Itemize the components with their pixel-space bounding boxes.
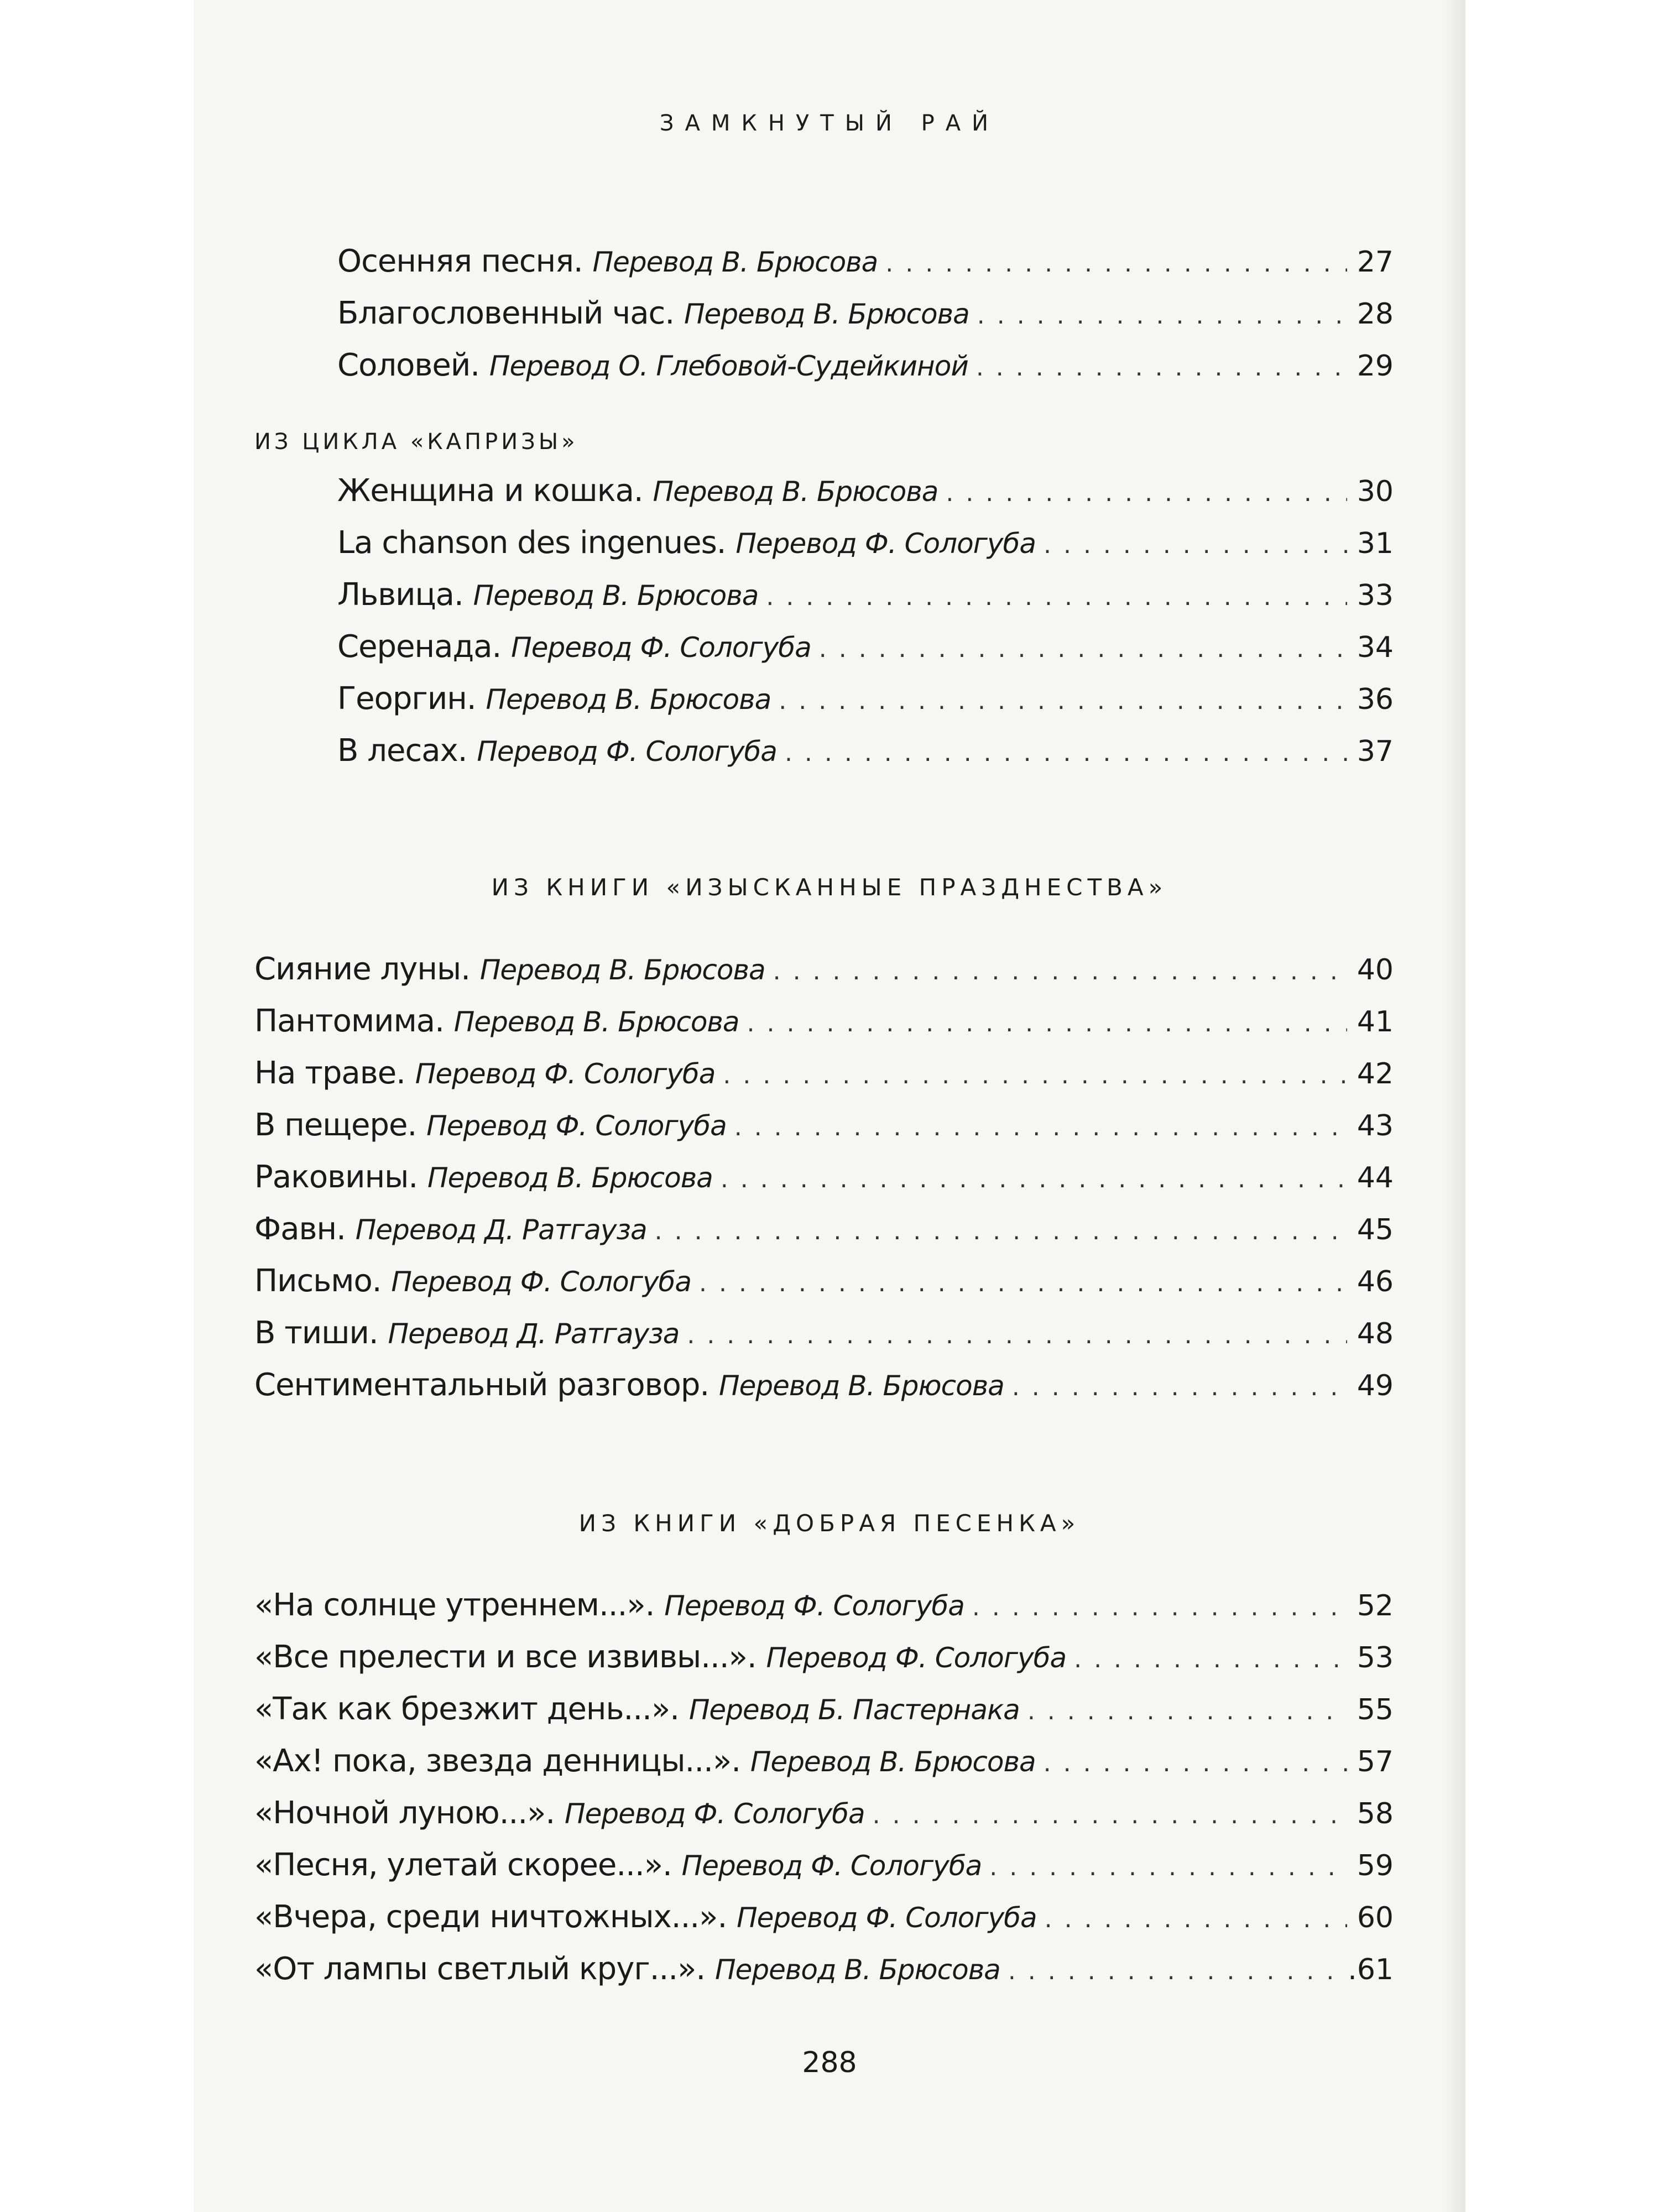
dot-leader bbox=[723, 1061, 1347, 1089]
toc-entry-translator: Перевод В. Брюсова bbox=[427, 1162, 713, 1194]
toc-entry-page: .61 bbox=[1348, 1953, 1394, 1986]
dot-leader bbox=[976, 353, 1347, 382]
toc-entry-title: В пещере. bbox=[254, 1107, 417, 1143]
toc-entry-page: 30 bbox=[1357, 475, 1394, 508]
toc-entry-translator: Перевод Ф. Сологуба bbox=[681, 1850, 982, 1882]
toc-entry-page: 27 bbox=[1357, 246, 1394, 279]
toc-entry bbox=[254, 1107, 1394, 1159]
dot-leader bbox=[785, 739, 1347, 767]
toc-entry-title: Сентиментальный разговор. bbox=[254, 1367, 709, 1403]
dot-leader bbox=[977, 301, 1347, 330]
toc-entry bbox=[254, 1055, 1394, 1107]
toc-entry-translator: Перевод В. Брюсова bbox=[719, 1370, 1004, 1402]
toc-entry bbox=[337, 733, 1394, 785]
toc-entry-title: В лесах. bbox=[337, 733, 467, 769]
toc-entry bbox=[337, 577, 1394, 629]
dot-leader bbox=[873, 1801, 1347, 1829]
dot-leader bbox=[721, 1165, 1347, 1193]
toc-entry-title: Сияние луны. bbox=[254, 951, 471, 987]
toc-entry-page: 58 bbox=[1357, 1797, 1394, 1830]
toc-entry-translator: Перевод Ф. Сологуба bbox=[391, 1266, 692, 1298]
toc-entry-title: Раковины. bbox=[254, 1159, 418, 1195]
toc-entry-title: Георгин. bbox=[337, 681, 476, 717]
toc-entry bbox=[337, 681, 1394, 733]
toc-entry-translator: Перевод Б. Пастернака bbox=[688, 1694, 1020, 1726]
toc-entry bbox=[337, 347, 1394, 399]
toc-entry-translator: Перевод В. Брюсова bbox=[479, 954, 765, 986]
toc-entry-title: Соловей. bbox=[337, 347, 480, 383]
toc-entry-translator: Перевод В. Брюсова bbox=[453, 1006, 739, 1038]
dot-leader bbox=[687, 1321, 1347, 1349]
toc-section-fetes-galantes bbox=[254, 951, 1394, 1419]
toc-entry-title: На траве. bbox=[254, 1055, 405, 1091]
toc-entry bbox=[254, 1263, 1394, 1315]
dot-leader bbox=[773, 957, 1347, 985]
toc-entry bbox=[337, 295, 1394, 347]
toc-entry-page: 60 bbox=[1357, 1901, 1394, 1934]
toc-entry bbox=[254, 1639, 1394, 1691]
toc-entry-title: В тиши. bbox=[254, 1315, 378, 1351]
dot-leader bbox=[766, 583, 1347, 611]
dot-leader bbox=[779, 687, 1347, 715]
toc-entry-translator: Перевод Ф. Сологуба bbox=[426, 1110, 727, 1142]
toc-entry-translator: Перевод Ф. Сологуба bbox=[565, 1798, 865, 1830]
toc-entry bbox=[254, 1795, 1394, 1847]
toc-entry-title: «На солнце утреннем...». bbox=[254, 1587, 655, 1623]
dot-leader bbox=[885, 249, 1347, 278]
toc-section-bonne-chanson bbox=[254, 1587, 1394, 2003]
toc-entry-title: Женщина и кошка. bbox=[337, 473, 643, 509]
toc-entry-translator: Перевод В. Брюсова bbox=[473, 580, 759, 612]
toc-entry bbox=[254, 1847, 1394, 1899]
toc-entry-translator: Перевод Д. Ратгауза bbox=[355, 1214, 647, 1246]
dot-leader bbox=[972, 1593, 1347, 1621]
toc-entry-page: 46 bbox=[1357, 1265, 1394, 1298]
toc-entry-page: 31 bbox=[1357, 527, 1394, 560]
toc-entry-translator: Перевод В. Брюсова bbox=[715, 1954, 1000, 1986]
toc-entry-title: Письмо. bbox=[254, 1263, 382, 1299]
dot-leader bbox=[747, 1009, 1347, 1037]
section-heading-caprices: ИЗ ЦИКЛА «КАПРИЗЫ» bbox=[254, 429, 578, 455]
toc-entry-title: Благословенный час. bbox=[337, 295, 675, 331]
toc-entry bbox=[254, 1691, 1394, 1743]
toc-entry-title: Пантомима. bbox=[254, 1003, 444, 1039]
toc-entry-translator: Перевод В. Брюсова bbox=[486, 684, 771, 716]
section-heading-fetes-galantes: ИЗ КНИГИ «ИЗЫСКАННЫЕ ПРАЗДНЕСТВА» bbox=[491, 874, 1168, 901]
dot-leader bbox=[819, 635, 1347, 663]
toc-entry-page: 52 bbox=[1357, 1589, 1394, 1623]
dot-leader bbox=[1027, 1697, 1347, 1725]
toc-entry-page: 49 bbox=[1357, 1369, 1394, 1402]
toc-entry bbox=[254, 1587, 1394, 1639]
toc-entry-translator: Перевод Ф. Сологуба bbox=[664, 1590, 964, 1622]
toc-entry-title: Львица. bbox=[337, 577, 463, 613]
toc-entry-page: 40 bbox=[1357, 953, 1394, 987]
toc-entry-title: «Песня, улетай скорее...». bbox=[254, 1847, 672, 1883]
toc-entry-page: 57 bbox=[1357, 1745, 1394, 1778]
running-head: ЗАМКНУТЫЙ РАЙ bbox=[659, 111, 1000, 136]
toc-entry-page: 34 bbox=[1357, 631, 1394, 664]
dot-leader bbox=[1045, 1905, 1347, 1933]
toc-entry-title: «Вчера, среди ничтожных...». bbox=[254, 1899, 727, 1935]
section-heading-bonne-chanson: ИЗ КНИГИ «ДОБРАЯ ПЕСЕНКА» bbox=[578, 1510, 1081, 1537]
toc-entry bbox=[337, 243, 1394, 295]
toc-entry-page: 43 bbox=[1357, 1109, 1394, 1142]
toc-entry-translator: Перевод Ф. Сологуба bbox=[511, 632, 811, 664]
toc-entry-page: 42 bbox=[1357, 1057, 1394, 1091]
toc-entry bbox=[254, 1003, 1394, 1055]
toc-entry-translator: Перевод В. Брюсова bbox=[750, 1746, 1036, 1778]
dot-leader bbox=[699, 1269, 1347, 1297]
dot-leader bbox=[1008, 1957, 1340, 1985]
toc-entry-page: 55 bbox=[1357, 1693, 1394, 1726]
toc-entry-page: 53 bbox=[1357, 1641, 1394, 1674]
dot-leader bbox=[1074, 1645, 1347, 1673]
toc-entry bbox=[254, 1743, 1394, 1795]
toc-entry-page: 33 bbox=[1357, 579, 1394, 612]
toc-entry-translator: Перевод Д. Ратгауза bbox=[388, 1318, 680, 1350]
toc-entry bbox=[254, 1367, 1394, 1419]
toc-section-closed-paradise bbox=[337, 243, 1394, 399]
toc-entry bbox=[254, 1315, 1394, 1367]
toc-entry bbox=[254, 1951, 1394, 2003]
dot-leader bbox=[1044, 531, 1347, 559]
dot-leader bbox=[989, 1853, 1347, 1881]
toc-entry-title: Фавн. bbox=[254, 1211, 346, 1247]
toc-entry-page: 41 bbox=[1357, 1005, 1394, 1039]
toc-entry-translator: Перевод В. Брюсова bbox=[684, 298, 969, 330]
toc-entry-translator: Перевод Ф. Сологуба bbox=[415, 1058, 716, 1090]
toc-entry-translator: Перевод В. Брюсова bbox=[653, 476, 938, 508]
toc-entry-page: 45 bbox=[1357, 1213, 1394, 1246]
toc-entry-page: 29 bbox=[1357, 349, 1394, 383]
dot-leader bbox=[1012, 1373, 1347, 1401]
toc-entry bbox=[337, 473, 1394, 525]
toc-entry-page: 44 bbox=[1357, 1161, 1394, 1194]
toc-entry-page: 59 bbox=[1357, 1849, 1394, 1882]
toc-entry-page: 28 bbox=[1357, 298, 1394, 331]
toc-entry bbox=[254, 1211, 1394, 1263]
toc-entry-page: 37 bbox=[1357, 735, 1394, 768]
toc-entry bbox=[254, 1899, 1394, 1951]
dot-leader bbox=[734, 1113, 1347, 1141]
toc-entry-title: «Так как брезжит день...». bbox=[254, 1691, 680, 1727]
toc-entry-title: «Ах! пока, звезда денницы...». bbox=[254, 1743, 741, 1779]
toc-entry bbox=[254, 951, 1394, 1003]
toc-section-caprices bbox=[337, 473, 1394, 785]
toc-entry-translator: Перевод Ф. Сологуба bbox=[737, 1902, 1037, 1934]
toc-entry-translator: Перевод О. Глебовой-Судейкиной bbox=[489, 350, 968, 382]
toc-entry-title: Серенада. bbox=[337, 629, 502, 665]
toc-entry bbox=[337, 525, 1394, 577]
toc-entry-translator: Перевод Ф. Сологуба bbox=[477, 735, 777, 768]
page-number: 288 bbox=[802, 2046, 857, 2079]
toc-entry-page: 36 bbox=[1357, 683, 1394, 716]
toc-entry-title: «Все прелести и все извивы...». bbox=[254, 1639, 757, 1675]
dot-leader bbox=[1044, 1749, 1347, 1777]
toc-entry-translator: Перевод Ф. Сологуба bbox=[766, 1642, 1067, 1674]
toc-entry-translator: Перевод Ф. Сологуба bbox=[735, 528, 1036, 560]
book-page bbox=[194, 0, 1465, 2212]
toc-entry-translator: Перевод В. Брюсова bbox=[592, 246, 878, 278]
page-edge-shadow bbox=[1443, 0, 1465, 2212]
dot-leader bbox=[946, 479, 1347, 507]
toc-entry-title: «От лампы светлый круг...». bbox=[254, 1951, 706, 1987]
toc-entry-title: La chanson des ingenues. bbox=[337, 525, 726, 561]
toc-entry bbox=[254, 1159, 1394, 1211]
dot-leader bbox=[655, 1217, 1347, 1245]
toc-entry-title: Осенняя песня. bbox=[337, 243, 583, 279]
toc-entry-title: «Ночной луною...». bbox=[254, 1795, 555, 1831]
toc-entry-page: 48 bbox=[1357, 1317, 1394, 1350]
toc-entry bbox=[337, 629, 1394, 681]
